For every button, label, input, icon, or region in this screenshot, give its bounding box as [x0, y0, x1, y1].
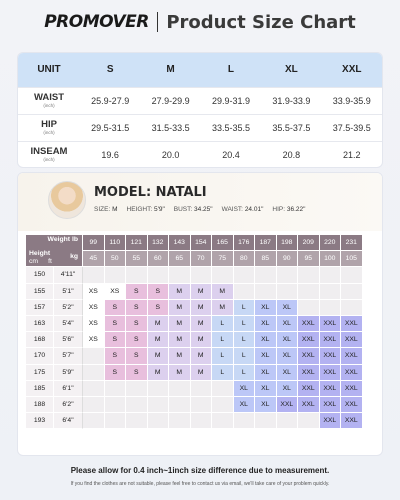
size-cell-xxl: XXL: [277, 397, 299, 413]
weight-lb-cell: 154: [191, 235, 213, 251]
measurement-row-hip: [18, 114, 382, 141]
measurement-value: 21.2: [343, 149, 361, 160]
size-cell-empty: [169, 381, 191, 397]
measurement-value: 35.5-37.5: [261, 114, 321, 141]
model-stat: [222, 206, 264, 213]
height-label: Height: [29, 250, 51, 258]
size-cell-xl: XL: [255, 332, 277, 348]
size-cell-s: S: [126, 300, 148, 316]
size-cell-l: L: [234, 316, 256, 332]
size-cell-xxl: XXL: [320, 413, 342, 429]
size-cell-xl: XL: [255, 365, 277, 381]
height-unit-cm: cm: [29, 257, 39, 265]
size-cell-empty: [320, 284, 342, 300]
size-cell-s: S: [105, 300, 127, 316]
size-cell-m: M: [191, 365, 213, 381]
size-cell-xxl: XXL: [320, 381, 342, 397]
height-weight-grid: [26, 235, 363, 429]
measurement-value: 31.9-33.9: [261, 87, 321, 114]
size-header-l: L: [201, 53, 261, 87]
measurement-unit: (inch): [43, 102, 55, 108]
size-cell-xl: XL: [234, 381, 256, 397]
size-cell-empty: [83, 365, 105, 381]
size-cell-empty: [255, 284, 277, 300]
size-header-row: [18, 53, 382, 87]
size-cell-xxl: XXL: [298, 365, 320, 381]
corner-inner: [26, 235, 82, 266]
size-cell-l: L: [234, 365, 256, 381]
size-grid: [26, 235, 363, 429]
size-cell-xxl: XXL: [320, 332, 342, 348]
weight-lb-cell: 165: [212, 235, 234, 251]
size-cell-xxl: XXL: [320, 397, 342, 413]
size-cell-m: M: [191, 284, 213, 300]
height-cm-cell: 155: [26, 284, 54, 300]
unit-label: UNIT: [18, 53, 80, 87]
size-cell-empty: [169, 267, 191, 283]
size-cell-empty: [255, 413, 277, 429]
size-cell-m: M: [169, 284, 191, 300]
size-cell-empty: [105, 397, 127, 413]
height-row-163: [26, 316, 363, 332]
measurement-unit: (inch): [43, 156, 55, 162]
size-cell-empty: [148, 397, 170, 413]
size-cell-l: L: [212, 332, 234, 348]
height-cm-cell: 188: [26, 397, 54, 413]
measurement-label: [18, 141, 80, 168]
weight-kg-cell: 65: [169, 251, 191, 267]
size-cell-m: M: [169, 316, 191, 332]
height-row-188: [26, 397, 363, 413]
size-cell-m: M: [212, 284, 234, 300]
height-cm-cell: 185: [26, 381, 54, 397]
size-cell-empty: [255, 267, 277, 283]
size-cell-xs: XS: [83, 316, 105, 332]
size-cell-xl: XL: [255, 348, 277, 364]
height-cm-cell: 157: [26, 300, 54, 316]
model-info: [18, 173, 383, 231]
size-cell-m: M: [191, 316, 213, 332]
measurement-value: 25.9-27.9: [80, 87, 140, 114]
size-cell-empty: [169, 413, 191, 429]
model-stat-label: HIP:: [272, 206, 286, 213]
weight-lb-cell: 110: [105, 235, 127, 251]
size-cell-empty: [234, 267, 256, 283]
size-cell-xl: XL: [255, 316, 277, 332]
size-cell-xl: XL: [277, 365, 299, 381]
size-cell-xxl: XXL: [320, 316, 342, 332]
weight-kg-cell: 75: [212, 251, 234, 267]
size-cell-m: M: [191, 348, 213, 364]
size-cell-empty: [148, 381, 170, 397]
header-divider: [157, 12, 159, 32]
size-cell-s: S: [105, 332, 127, 348]
height-cm-cell: 193: [26, 413, 54, 429]
height-cm-cell: 163: [26, 316, 54, 332]
size-cell-empty: [298, 300, 320, 316]
size-cell-s: S: [105, 365, 127, 381]
size-cell-xl: XL: [277, 332, 299, 348]
grid-corner: [26, 235, 83, 267]
weight-lb-cell: 99: [83, 235, 105, 251]
size-cell-xxl: XXL: [320, 348, 342, 364]
height-row-175: [26, 365, 363, 381]
size-cell-l: L: [234, 300, 256, 316]
model-stat-label: HEIGHT:: [126, 206, 153, 213]
size-cell-empty: [148, 413, 170, 429]
weight-kg-cell: 80: [234, 251, 256, 267]
height-cm-cell: 150: [26, 267, 54, 283]
weight-kg-cell: 70: [191, 251, 213, 267]
model-stat: [127, 206, 165, 213]
size-cell-m: M: [148, 348, 170, 364]
weight-unit-kg: kg: [70, 253, 78, 260]
measurement-unit: (inch): [43, 129, 55, 135]
height-ft-cell: 5'4": [54, 316, 83, 332]
height-row-193: [26, 413, 363, 429]
weight-lb-cell: 143: [169, 235, 191, 251]
weight-lb-cell: 198: [277, 235, 299, 251]
model-stat-label: WAIST:: [221, 206, 243, 213]
size-cell-empty: [298, 267, 320, 283]
weight-lb-row: [26, 235, 363, 251]
size-cell-empty: [277, 267, 299, 283]
size-cell-empty: [212, 397, 234, 413]
size-cell-empty: [83, 267, 105, 283]
size-cell-xxl: XXL: [298, 397, 320, 413]
size-cell-empty: [277, 284, 299, 300]
size-cell-empty: [320, 267, 342, 283]
height-ft-cell: 6'1": [54, 381, 83, 397]
size-cell-empty: [191, 267, 213, 283]
size-cell-xl: XL: [234, 397, 256, 413]
size-cell-xxl: XXL: [341, 397, 363, 413]
size-cell-empty: [105, 267, 127, 283]
model-stat-label: SIZE:: [94, 206, 111, 213]
weight-kg-cell: 50: [105, 251, 127, 267]
size-cell-xxl: XXL: [341, 332, 363, 348]
size-cell-empty: [320, 300, 342, 316]
size-cell-empty: [341, 300, 363, 316]
height-ft-cell: 5'7": [54, 348, 83, 364]
size-cell-m: M: [169, 348, 191, 364]
size-cell-empty: [83, 397, 105, 413]
size-cell-m: M: [191, 332, 213, 348]
weight-kg-cell: 60: [148, 251, 170, 267]
measurement-value: 29.5-31.5: [80, 114, 140, 141]
size-cell-m: M: [148, 332, 170, 348]
size-cell-empty: [83, 381, 105, 397]
size-cell-xxl: XXL: [341, 365, 363, 381]
size-measurement-table: [17, 52, 383, 168]
size-cell-xxl: XXL: [341, 316, 363, 332]
header: [0, 0, 400, 44]
size-cell-xl: XL: [255, 397, 277, 413]
model-stat-value: M: [112, 206, 118, 213]
size-cell-s: S: [148, 300, 170, 316]
size-cell-xxl: XXL: [298, 381, 320, 397]
measurement-name: INSEAM: [30, 146, 68, 158]
weight-kg-cell: 100: [320, 251, 342, 267]
size-cell-m: M: [191, 300, 213, 316]
size-cell-empty: [212, 381, 234, 397]
height-ft-cell: 5'9": [54, 365, 83, 381]
size-cell-xxl: XXL: [341, 381, 363, 397]
weight-lb-cell: 176: [234, 235, 256, 251]
size-cell-empty: [191, 413, 213, 429]
size-cell-xxl: XXL: [320, 365, 342, 381]
measurement-value: 20.8: [282, 149, 301, 160]
weight-kg-cell: 95: [298, 251, 320, 267]
measurement-row-inseam: [18, 141, 382, 168]
size-cell-s: S: [105, 316, 127, 332]
size-cell-m: M: [169, 332, 191, 348]
size-cell-m: M: [148, 365, 170, 381]
weight-lb-cell: 187: [255, 235, 277, 251]
model-stat-value: 24.01": [244, 206, 264, 213]
size-cell-l: L: [212, 316, 234, 332]
corner-weight-label: [48, 236, 78, 243]
size-cell-xs: XS: [83, 284, 105, 300]
model-stat-value: 5'9": [153, 206, 165, 213]
measurement-value: 31.5-33.5: [140, 114, 200, 141]
measurement-label: [18, 114, 80, 141]
size-header-xxl: XXL: [322, 53, 382, 87]
weight-lb-cell: 231: [341, 235, 363, 251]
size-cell-empty: [234, 284, 256, 300]
measurement-value: 29.9-31.9: [201, 87, 261, 114]
size-cell-s: S: [126, 316, 148, 332]
model-avatar: [48, 181, 86, 219]
size-cell-empty: [126, 267, 148, 283]
height-ft-cell: 5'6": [54, 332, 83, 348]
size-cell-xxl: XXL: [298, 348, 320, 364]
size-cell-xl: XL: [277, 300, 299, 316]
model-stat: [174, 206, 213, 213]
size-cell-xs: XS: [105, 284, 127, 300]
corner-height-label: [29, 250, 52, 265]
size-cell-l: L: [234, 332, 256, 348]
size-cell-m: M: [148, 316, 170, 332]
height-row-157: [26, 300, 363, 316]
weight-lb-cell: 220: [320, 235, 342, 251]
model-name: MODEL: NATALI: [94, 185, 207, 200]
size-cell-empty: [126, 413, 148, 429]
size-cell-s: S: [126, 332, 148, 348]
size-cell-s: S: [126, 284, 148, 300]
measurement-value: 19.6: [101, 149, 119, 160]
size-cell-xl: XL: [277, 348, 299, 364]
contact-note: If you find the clothes are not suitable, please feel free to contact us via email, we'll take care of your problem quickly.: [70, 481, 330, 487]
size-cell-m: M: [169, 300, 191, 316]
size-cell-xxl: XXL: [341, 413, 363, 429]
model-stat: [272, 206, 305, 213]
size-cell-empty: [234, 413, 256, 429]
height-row-155: [26, 284, 363, 300]
size-cell-xl: XL: [277, 381, 299, 397]
size-cell-xs: XS: [83, 300, 105, 316]
size-cell-xs: XS: [83, 332, 105, 348]
weight-lb-cell: 132: [148, 235, 170, 251]
measurement-value: 20.0: [161, 149, 180, 160]
size-cell-empty: [148, 267, 170, 283]
size-cell-empty: [169, 397, 191, 413]
size-cell-m: M: [212, 300, 234, 316]
weight-unit-lb: lb: [71, 236, 78, 243]
size-cell-m: M: [169, 365, 191, 381]
weight-kg-cell: 90: [277, 251, 299, 267]
size-cell-empty: [105, 413, 127, 429]
size-difference-note: Please allow for 0.4 inch~1inch size difference due to measurement.: [70, 466, 330, 475]
model-size-card: [17, 172, 383, 456]
size-cell-empty: [83, 413, 105, 429]
height-cm-cell: 175: [26, 365, 54, 381]
size-cell-xl: XL: [255, 300, 277, 316]
height-ft-cell: 4'11": [54, 267, 83, 283]
measurement-name: HIP: [41, 119, 57, 130]
height-unit-ft: ft: [48, 257, 52, 265]
size-cell-empty: [126, 397, 148, 413]
size-cell-empty: [277, 413, 299, 429]
weight-kg-cell: 85: [255, 251, 277, 267]
height-ft-cell: 5'1": [54, 284, 83, 300]
brand-logo: PROMOVER: [44, 12, 149, 32]
size-header-s: S: [80, 53, 140, 87]
height-cm-cell: 170: [26, 348, 54, 364]
measurement-value: 20.4: [222, 149, 240, 160]
height-row-150: [26, 267, 363, 283]
size-cell-xxl: XXL: [341, 348, 363, 364]
weight-kg-cell: 105: [341, 251, 363, 267]
size-cell-s: S: [105, 348, 127, 364]
size-cell-l: L: [234, 348, 256, 364]
size-cell-empty: [191, 397, 213, 413]
measurement-value: 37.5-39.5: [322, 114, 382, 141]
height-ft-cell: 6'2": [54, 397, 83, 413]
height-row-185: [26, 381, 363, 397]
size-cell-empty: [298, 413, 320, 429]
size-table: [18, 53, 382, 168]
model-stat-value: 36.22": [286, 206, 306, 213]
size-cell-empty: [212, 267, 234, 283]
measurement-value: 27.9-29.9: [140, 87, 200, 114]
page-title: Product Size Chart: [166, 11, 356, 33]
model-stat-label: BUST:: [173, 206, 193, 213]
size-cell-xl: XL: [277, 316, 299, 332]
size-cell-xxl: XXL: [298, 316, 320, 332]
size-cell-l: L: [212, 348, 234, 364]
size-cell-s: S: [148, 284, 170, 300]
size-cell-xxl: XXL: [298, 332, 320, 348]
size-header-xl: XL: [261, 53, 321, 87]
height-row-170: [26, 348, 363, 364]
weight-label: Weight: [47, 236, 71, 243]
height-row-168: [26, 332, 363, 348]
weight-kg-cell: 55: [126, 251, 148, 267]
height-ft-cell: 5'2": [54, 300, 83, 316]
measurement-value: 33.9-35.9: [322, 87, 382, 114]
weight-kg-cell: 45: [83, 251, 105, 267]
size-cell-empty: [341, 284, 363, 300]
size-cell-empty: [191, 381, 213, 397]
size-cell-xl: XL: [255, 381, 277, 397]
size-cell-empty: [212, 413, 234, 429]
size-header-m: M: [140, 53, 200, 87]
model-stat-value: 34.25": [193, 206, 213, 213]
model-stat: [94, 206, 118, 213]
model-stats: [94, 206, 305, 213]
size-cell-s: S: [126, 365, 148, 381]
size-cell-empty: [126, 381, 148, 397]
measurement-label: [18, 87, 80, 114]
measurement-value: 33.5-35.5: [201, 114, 261, 141]
size-cell-empty: [341, 267, 363, 283]
measurement-name: WAIST: [33, 92, 65, 103]
measurement-row-waist: [18, 87, 382, 114]
size-cell-empty: [105, 381, 127, 397]
size-cell-empty: [83, 348, 105, 364]
weight-lb-cell: 209: [298, 235, 320, 251]
size-cell-s: S: [126, 348, 148, 364]
weight-lb-cell: 121: [126, 235, 148, 251]
height-ft-cell: 6'4": [54, 413, 83, 429]
size-cell-l: L: [212, 365, 234, 381]
size-cell-empty: [298, 284, 320, 300]
height-cm-cell: 168: [26, 332, 54, 348]
